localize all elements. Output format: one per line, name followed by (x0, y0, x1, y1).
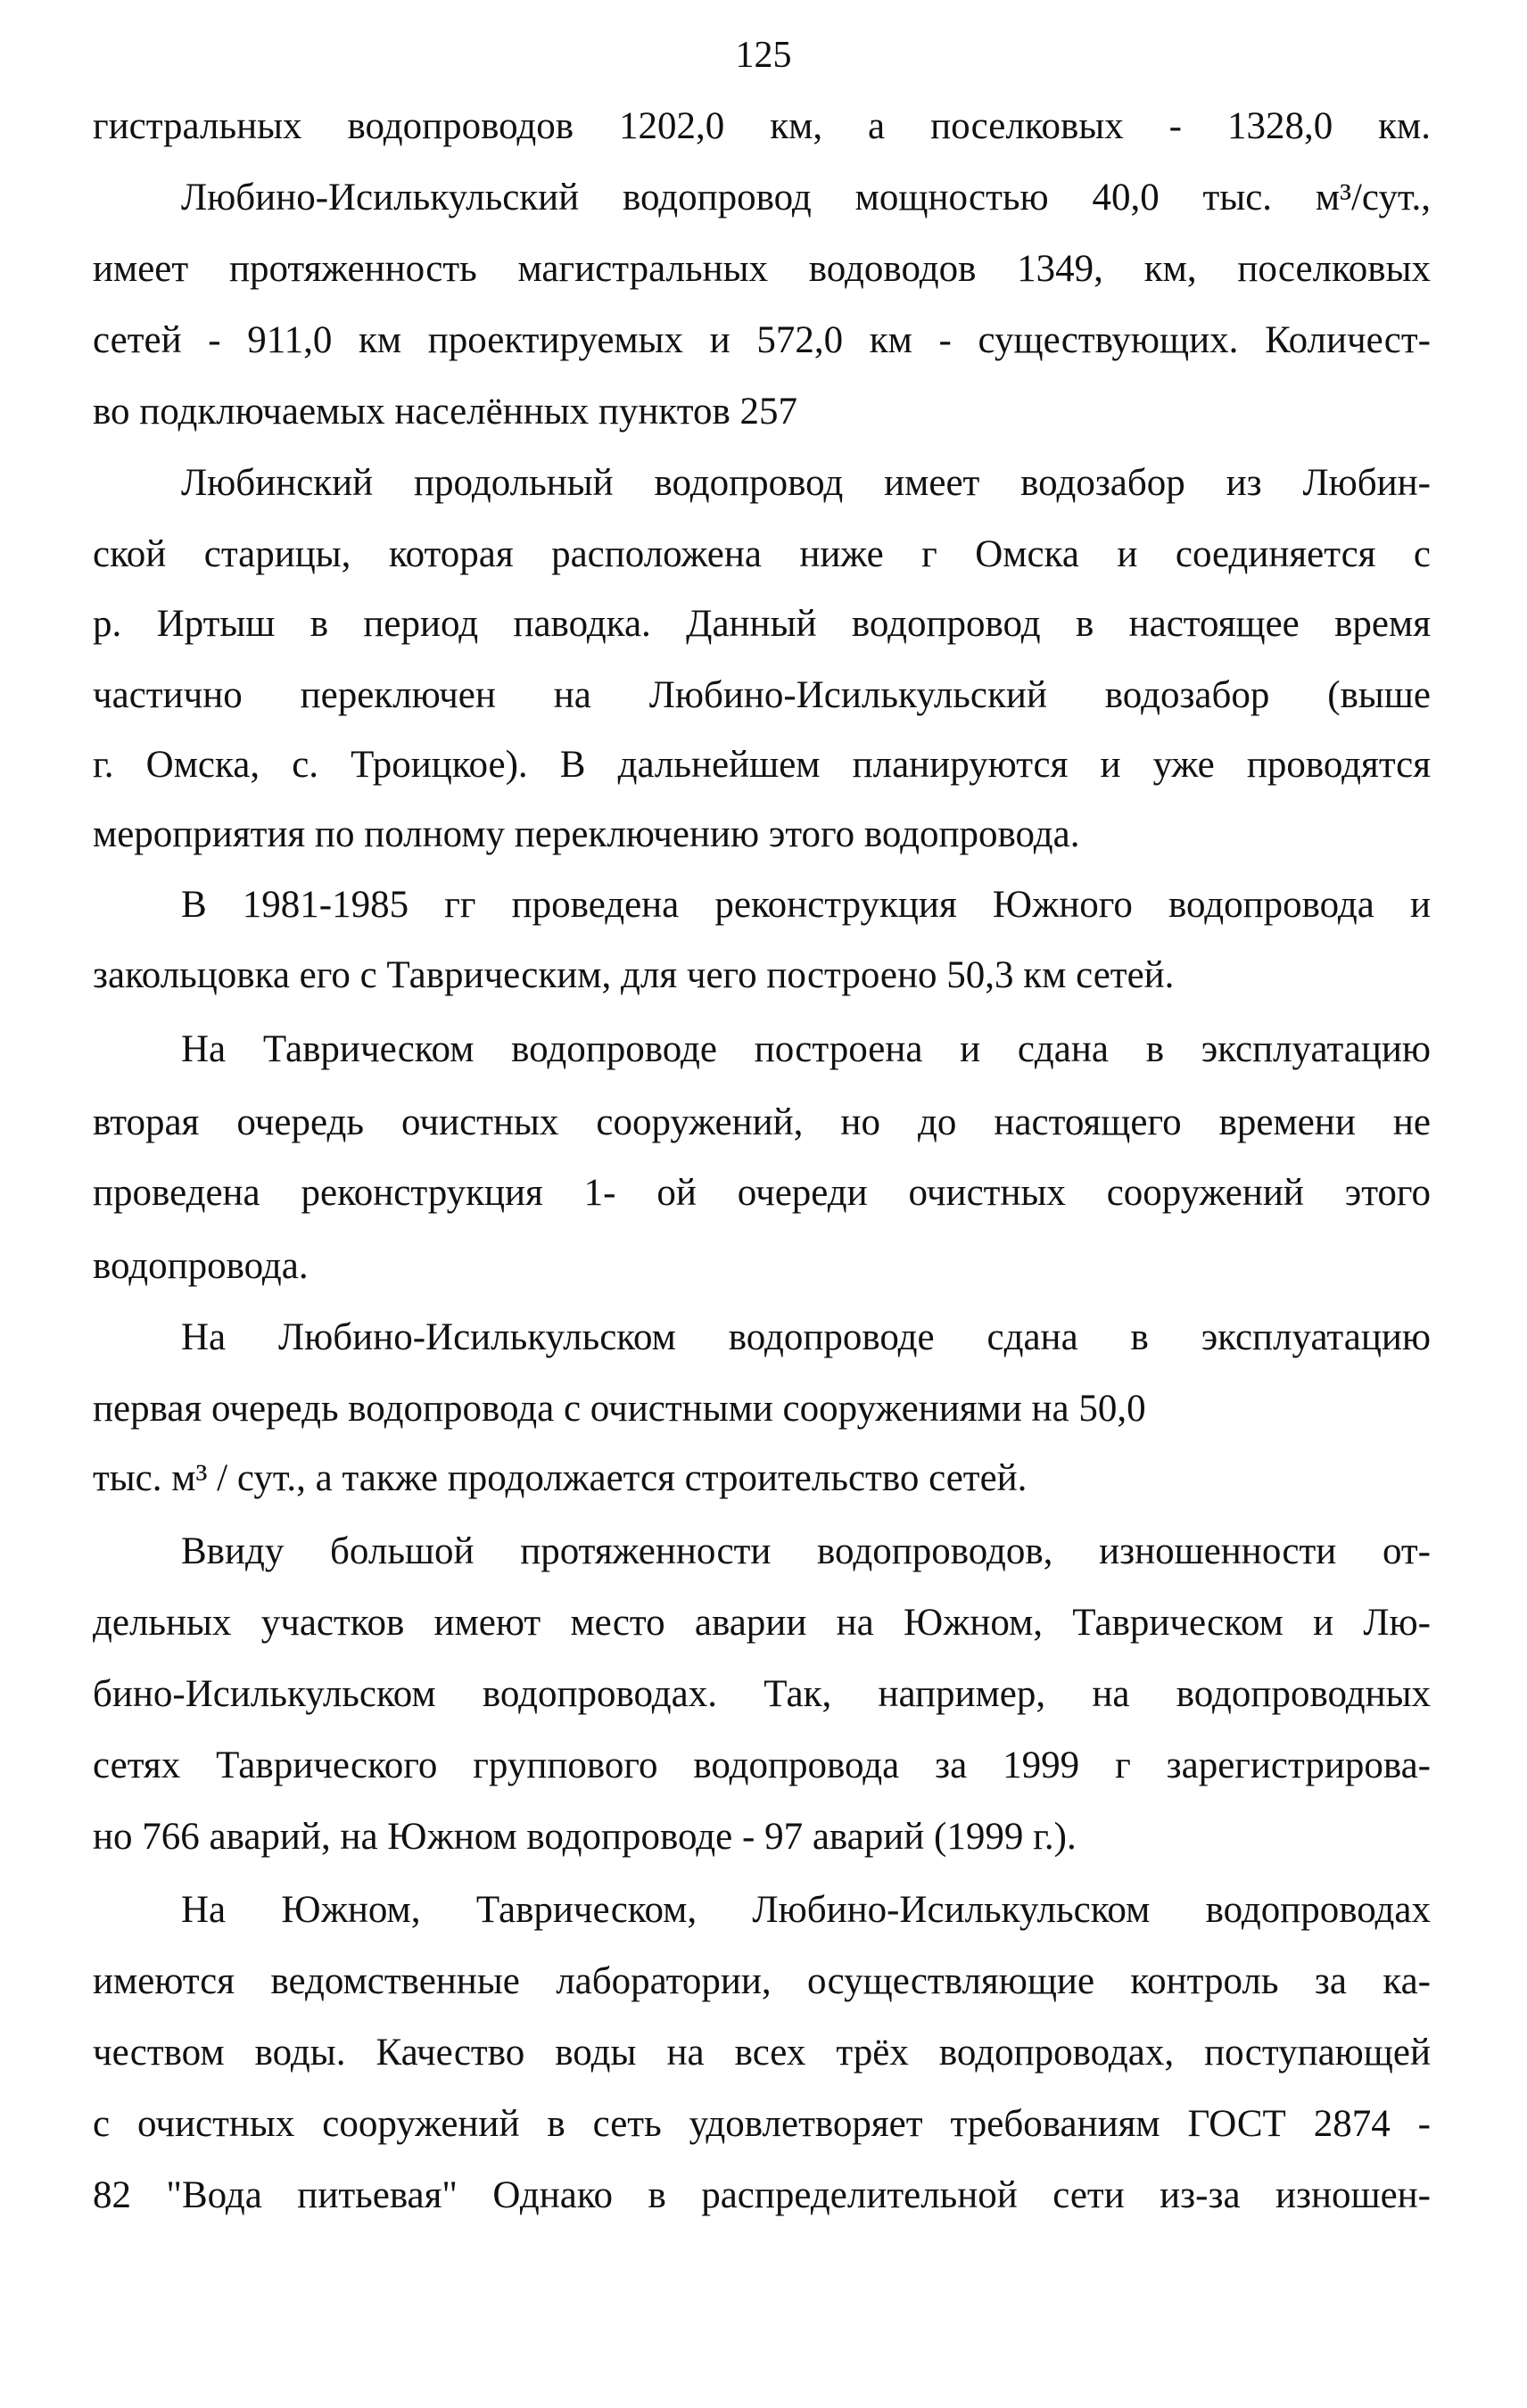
text-line: мероприятия по полному переключению этого водопровода. (93, 813, 1080, 855)
text-line: р. Иртыш в период паводка. Данный водопровод в настоящее время (93, 603, 1431, 645)
text-line: 82 "Вода питьевая" Однако в распределительной сети из-за изношен- (93, 2174, 1431, 2216)
text-line: имеются ведомственные лаборатории, осуществляющие контроль за ка- (93, 1960, 1431, 2002)
text-line: На Южном, Таврическом, Любино-Исилькульском водопроводах (181, 1889, 1431, 1931)
text-line: частично переключен на Любино-Исилькульский водозабор (выше (93, 674, 1431, 716)
text-line: На Любино-Исилькульском водопроводе сдана в эксплуатацию (181, 1316, 1431, 1358)
text-line: проведена реконструкция 1- ой очереди очистных сооружений этого (93, 1172, 1431, 1214)
text-line: чеством воды. Качество воды на всех трёх водопроводах, поступающей (93, 2032, 1431, 2074)
text-line: закольцовка его с Таврическим, для чего построено 50,3 км сетей. (93, 954, 1175, 996)
text-line: Любино-Исилькульский водопровод мощностью 40,0 тыс. м³/сут., (181, 177, 1431, 219)
text-line: с очистных сооружений в сеть удовлетворяет требованиям ГОСТ 2874 - (93, 2103, 1431, 2145)
text-line: г. Омска, с. Троицкое). В дальнейшем планируются и уже проводятся (93, 744, 1431, 786)
text-line: В 1981-1985 гг проведена реконструкция Южного водопровода и (181, 884, 1431, 926)
text-line: имеет протяженность магистральных водоводов 1349, км, поселковых (93, 248, 1431, 290)
text-line: тыс. м³ / сут., а также продолжается строительство сетей. (93, 1457, 1028, 1499)
text-line: Ввиду большой протяженности водопроводов, изношенности от- (181, 1530, 1431, 1572)
text-line: ской старицы, которая расположена ниже г Омска и соединяется с (93, 533, 1431, 575)
text-line: сетей - 911,0 км проектируемых и 572,0 км - существующих. Количест- (93, 319, 1431, 361)
text-line: Любинский продольный водопровод имеет водозабор из Любин- (181, 462, 1431, 504)
text-line: во подключаемых населённых пунктов 257 (93, 391, 798, 433)
text-line: но 766 аварий, на Южном водопроводе - 97 аварий (1999 г.). (93, 1816, 1077, 1858)
page-number: 125 (735, 35, 792, 76)
text-line: На Таврическом водопроводе построена и сдана в эксплуатацию (181, 1028, 1431, 1070)
text-line: бино-Исилькульском водопроводах. Так, например, на водопроводных (93, 1673, 1431, 1715)
text-line: сетях Таврического группового водопровода за 1999 г зарегистрирова- (93, 1744, 1431, 1786)
text-line: первая очередь водопровода с очистными сооружениями на 50,0 (93, 1388, 1146, 1430)
text-line: гистральных водопроводов 1202,0 км, а поселковых - 1328,0 км. (93, 105, 1431, 147)
text-line: дельных участков имеют место аварии на Южном, Таврическом и Лю- (93, 1602, 1431, 1644)
text-line: водопровода. (93, 1245, 309, 1287)
text-line: вторая очередь очистных сооружений, но до настоящего времени не (93, 1101, 1431, 1143)
